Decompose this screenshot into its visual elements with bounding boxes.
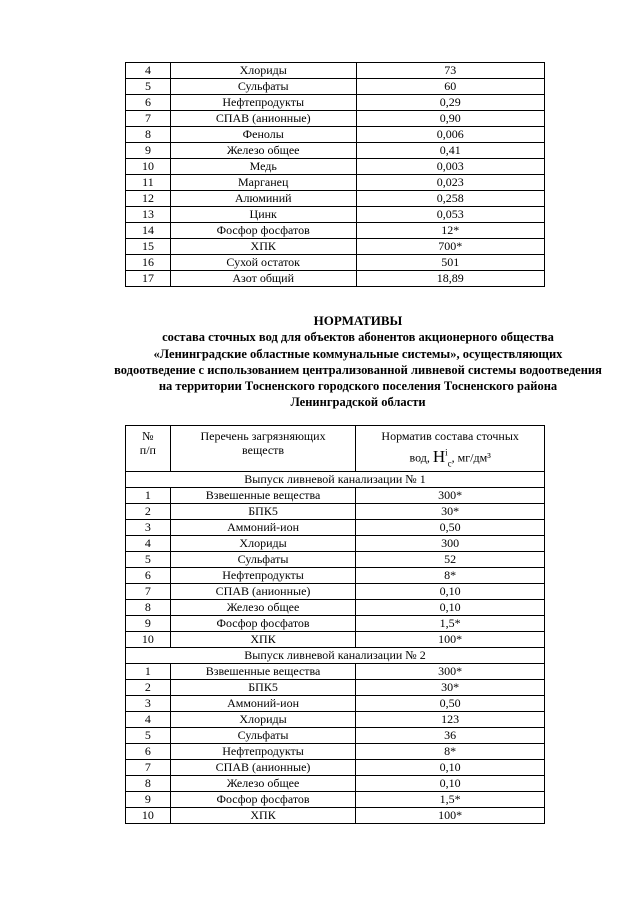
header-number: № п/п — [126, 426, 171, 472]
table-row — [126, 504, 545, 520]
substance-name: Хлориды — [170, 63, 356, 79]
row-number: 9 — [126, 143, 171, 159]
substance-name: Азот общий — [170, 271, 356, 287]
standard-value: 0,10 — [356, 776, 545, 792]
standard-value: 60 — [356, 79, 544, 95]
table-row — [126, 175, 545, 191]
table1-body — [126, 63, 545, 287]
standard-value: 300* — [356, 664, 545, 680]
header-prefix: вод, — [409, 450, 430, 465]
table-row — [126, 111, 545, 127]
table-row — [126, 488, 545, 504]
standard-value: 100* — [356, 632, 545, 648]
table-row — [126, 239, 545, 255]
table-row — [126, 95, 545, 111]
substance-name: Фенолы — [170, 127, 356, 143]
table-row — [126, 792, 545, 808]
row-number: 9 — [126, 792, 171, 808]
table-row — [126, 207, 545, 223]
row-number: 4 — [126, 536, 171, 552]
section-title: Выпуск ливневой канализации № 2 — [126, 648, 545, 664]
substance-name: Фосфор фосфатов — [170, 223, 356, 239]
table-row — [126, 776, 545, 792]
row-number: 10 — [126, 159, 171, 175]
table-row — [126, 271, 545, 287]
table-row — [126, 63, 545, 79]
substance-name: СПАВ (анионные) — [170, 111, 356, 127]
h-letter: Н — [432, 446, 446, 466]
heading-line: водоотведение с использованием централизованной ливневой системы водоотведения — [114, 362, 602, 377]
heading-title: НОРМАТИВЫ — [313, 313, 403, 328]
standard-value: 18,89 — [356, 271, 544, 287]
standard-value: 0,50 — [356, 696, 545, 712]
row-number: 16 — [126, 255, 171, 271]
row-number: 7 — [126, 584, 171, 600]
heading-line: Ленинградской области — [290, 395, 426, 410]
row-number: 8 — [126, 127, 171, 143]
header-standard-line2: вод, $Н^i_c$, мг/дм³ — [409, 446, 491, 469]
table-row — [126, 616, 545, 632]
row-number: 7 — [126, 111, 171, 127]
standard-value: 0,41 — [356, 143, 544, 159]
row-number: 1 — [126, 488, 171, 504]
row-number: 15 — [126, 239, 171, 255]
substance-name: Хлориды — [170, 712, 356, 728]
substance-name: Хлориды — [170, 536, 356, 552]
standard-value: 300 — [356, 536, 545, 552]
row-number: 4 — [126, 712, 171, 728]
table-row — [126, 79, 545, 95]
substance-name: Нефтепродукты — [170, 744, 356, 760]
table-row — [126, 191, 545, 207]
substance-name: Нефтепродукты — [170, 95, 356, 111]
section-title: Выпуск ливневой канализации № 1 — [126, 472, 545, 488]
substance-name: Железо общее — [170, 776, 356, 792]
table-header-row — [126, 426, 545, 472]
row-number: 6 — [126, 568, 171, 584]
row-number: 3 — [126, 520, 171, 536]
substance-name: СПАВ (анионные) — [170, 584, 356, 600]
row-number: 13 — [126, 207, 171, 223]
h-sub: c — [447, 458, 452, 469]
table-row — [126, 255, 545, 271]
table-row — [126, 760, 545, 776]
standard-value: 0,10 — [356, 600, 545, 616]
table-row — [126, 143, 545, 159]
table-row — [126, 696, 545, 712]
substance-name: ХПК — [170, 239, 356, 255]
row-number: 1 — [126, 664, 171, 680]
table-row — [126, 744, 545, 760]
table-row — [126, 223, 545, 239]
table2-body — [126, 426, 545, 824]
row-number: 3 — [126, 696, 171, 712]
heading-line: на территории Тосненского городского поселения Тосненского района — [158, 379, 558, 394]
row-number: 6 — [126, 95, 171, 111]
standard-value: 12* — [356, 223, 544, 239]
row-number: 12 — [126, 191, 171, 207]
row-number: 2 — [126, 504, 171, 520]
standard-value: 0,003 — [356, 159, 544, 175]
table-row — [126, 664, 545, 680]
substance-name: БПК5 — [170, 504, 356, 520]
table-row — [126, 808, 545, 824]
standard-value: 8* — [356, 744, 545, 760]
standard-value: 0,10 — [356, 760, 545, 776]
standards-table — [125, 425, 545, 824]
substance-name: Медь — [170, 159, 356, 175]
substance-name: Сульфаты — [170, 728, 356, 744]
standard-value: 700* — [356, 239, 544, 255]
row-number: 6 — [126, 744, 171, 760]
substance-name: Марганец — [170, 175, 356, 191]
row-number: 9 — [126, 616, 171, 632]
table-row — [126, 584, 545, 600]
substance-name: Сульфаты — [170, 552, 356, 568]
substance-name: Алюминий — [170, 191, 356, 207]
substance-name: Аммоний-ион — [170, 520, 356, 536]
substance-name: БПК5 — [170, 680, 356, 696]
substance-name: Сульфаты — [170, 79, 356, 95]
table-row — [126, 536, 545, 552]
substance-name: Взвешенные вещества — [170, 488, 356, 504]
header-substances: Перечень загрязняющих веществ — [170, 426, 356, 472]
substance-name: Цинк — [170, 207, 356, 223]
heading-line: «Ленинградские областные коммунальные системы», осуществляющих — [153, 346, 563, 361]
standard-value: 501 — [356, 255, 544, 271]
standard-value: 300* — [356, 488, 545, 504]
h-sup: i — [445, 447, 448, 457]
table-row — [126, 568, 545, 584]
table-row — [126, 680, 545, 696]
table-row — [126, 520, 545, 536]
standard-value: 0,10 — [356, 584, 545, 600]
row-number: 10 — [126, 632, 171, 648]
heading-line: состава сточных вод для объектов абонентов акционерного общества — [162, 330, 554, 345]
row-number: 8 — [126, 776, 171, 792]
header-standard — [356, 426, 545, 472]
section-row — [126, 472, 545, 488]
standard-value: 8* — [356, 568, 545, 584]
substance-name: Сухой остаток — [170, 255, 356, 271]
standard-value: 1,5* — [356, 616, 545, 632]
standard-value: 100* — [356, 808, 545, 824]
standard-value: 123 — [356, 712, 545, 728]
table-row — [126, 600, 545, 616]
substance-name: Фосфор фосфатов — [170, 792, 356, 808]
substance-name: ХПК — [170, 808, 356, 824]
table-row — [126, 127, 545, 143]
substance-name: Фосфор фосфатов — [170, 616, 356, 632]
row-number: 14 — [126, 223, 171, 239]
header-standard-line1: Норматив состава сточных — [381, 429, 519, 443]
standard-value: 0,006 — [356, 127, 544, 143]
section-row — [126, 648, 545, 664]
table-row — [126, 159, 545, 175]
row-number: 4 — [126, 63, 171, 79]
row-number: 8 — [126, 600, 171, 616]
header-unit: мг/дм³ — [457, 450, 491, 465]
standard-value: 0,50 — [356, 520, 545, 536]
pollutant-table-continued — [125, 62, 545, 287]
standard-value: 30* — [356, 504, 545, 520]
row-number: 5 — [126, 728, 171, 744]
substance-name: ХПК — [170, 632, 356, 648]
row-number: 11 — [126, 175, 171, 191]
standard-value: 1,5* — [356, 792, 545, 808]
row-number: 17 — [126, 271, 171, 287]
substance-name: Железо общее — [170, 600, 356, 616]
standard-value: 0,258 — [356, 191, 544, 207]
standard-value: 0,023 — [356, 175, 544, 191]
standard-value: 73 — [356, 63, 544, 79]
row-number: 5 — [126, 79, 171, 95]
standard-value: 30* — [356, 680, 545, 696]
h-symbol — [432, 446, 452, 469]
standard-value: 0,29 — [356, 95, 544, 111]
table-row — [126, 712, 545, 728]
substance-name: Железо общее — [170, 143, 356, 159]
standard-value: 36 — [356, 728, 545, 744]
substance-name: Аммоний-ион — [170, 696, 356, 712]
row-number: 2 — [126, 680, 171, 696]
substance-name: Нефтепродукты — [170, 568, 356, 584]
table-row — [126, 632, 545, 648]
standard-value: 0,90 — [356, 111, 544, 127]
table-row — [126, 552, 545, 568]
standard-value: 52 — [356, 552, 545, 568]
standard-value: 0,053 — [356, 207, 544, 223]
table-row — [126, 728, 545, 744]
row-number: 7 — [126, 760, 171, 776]
standards-heading — [108, 313, 608, 411]
row-number: 5 — [126, 552, 171, 568]
row-number: 10 — [126, 808, 171, 824]
substance-name: Взвешенные вещества — [170, 664, 356, 680]
substance-name: СПАВ (анионные) — [170, 760, 356, 776]
